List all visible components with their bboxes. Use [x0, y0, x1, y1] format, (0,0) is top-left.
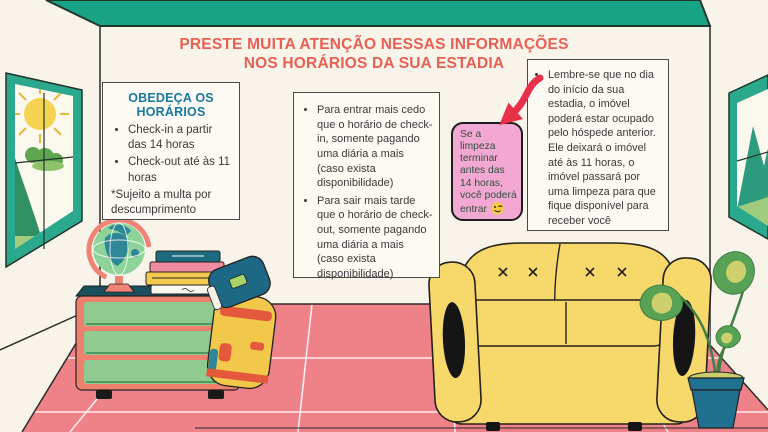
cleaning-bubble-text: Se a limpeza terminar antes das 14 horas, você poderá entrar — [460, 129, 517, 215]
right-window — [729, 75, 768, 239]
title-line-1: PRESTE MUITA ATENÇÃO NESSAS INFORMAÇÕES — [179, 36, 569, 53]
penalty-note: *Sujeito a multa por descumprimento — [111, 188, 212, 216]
list-item: • Check-out até às 11 horas — [128, 155, 231, 185]
extra-fee-box — [293, 92, 440, 278]
extra-fee-list — [300, 103, 433, 282]
ceiling — [46, 0, 710, 26]
list-item: • Lembre-se que no dia do início da sua estadia, o imóvel poderá estar ocupado pelo hóspede anterior. Ele deixará o imóvel até às 11 horas, o imóvel passará por uma limpeza para que fique disponível para receber você — [548, 68, 663, 229]
sun-icon — [11, 85, 69, 143]
schedule-list — [111, 123, 231, 186]
winking-face-emoji — [491, 202, 504, 215]
list-item: • Check-in a partir das 14 horas — [128, 123, 231, 153]
sofa — [428, 243, 712, 431]
schedule-box-header: OBEDEÇA OS HORÁRIOS — [128, 91, 214, 119]
list-item: • Para entrar mais cedo que o horário de check-in, somente pagando uma diária a mais (caso exista disponibilidade) — [317, 103, 433, 191]
arrow-icon — [470, 58, 560, 138]
list-item: • Para sair mais tarde que o horário de check-out, somente pagando uma diária a mais (caso exista disponibilidade) — [317, 194, 433, 282]
schedule-box — [102, 82, 240, 220]
left-window — [6, 73, 82, 267]
title-line-2: NOS HORÁRIOS DA SUA ESTADIA — [243, 54, 505, 72]
